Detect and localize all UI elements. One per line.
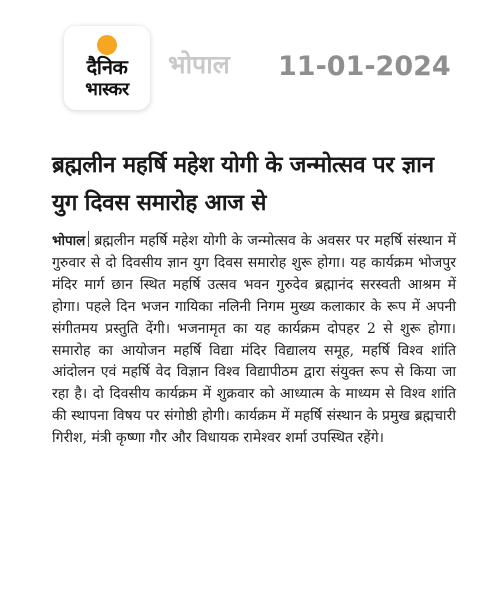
newspaper-logo (64, 26, 150, 110)
sun-icon (97, 35, 117, 55)
article-headline: ब्रह्मलीन महर्षि महेश योगी के जन्मोत्सव पर ज्ञान युग दिवस समारोह आज से (52, 152, 434, 216)
article-body (52, 231, 456, 450)
article-text: ब्रह्मलीन महर्षि महेश योगी के जन्मोत्सव के अवसर पर महर्षि संस्थान में गुरुवार से दो दिवसीय ज्ञान युग दिवस समारोह शुरू होगा। यह कार्यक्रम भोजपुर मंदिर मार्ग छान स्थित महर्षि उत्सव भवन गुरुदेव ब्रह्मानंद सरस्वती आश्रम में होगा। पहले दिन भजन गायिका नलिनी निगम मुख्य कलाकार के रूप में अपनी संगीतमय प्रस्तुति देंगी। भजनामृत का यह कार्यक्रम दोपहर 2 से शुरू होगा। समारोह का आयोजन महर्षि विद्या मंदिर विद्यालय समूह, महर्षि विश्व शांति आंदोलन एवं महर्षि वेद विज्ञान विश्व विद्यापीठम द्वारा संयुक्त रूप से किया जा रहा है। दो दिवसीय कार्यक्रम में शुक्रवार को आध्यात्म के माध्यम से विश्व शांति की स्थापना विषय पर संगोष्ठी होगी। कार्यक्रम में महर्षि संस्थान के प्रमुख ब्रह्मचारी गिरीश, मंत्री कृष्णा गौर और विधायक रामेश्वर शर्मा उपस्थित रहेंगे। (52, 233, 456, 447)
logo-text-line1: दैनिक (86, 55, 128, 79)
edition-date: 11-01-2024 (278, 51, 451, 82)
edition-city: भोपाल (168, 50, 230, 79)
dateline-divider (88, 231, 89, 247)
article-dateline: भोपाल (52, 233, 86, 249)
page-header (0, 0, 500, 118)
logo-text-line2: भास्कर (85, 79, 129, 100)
